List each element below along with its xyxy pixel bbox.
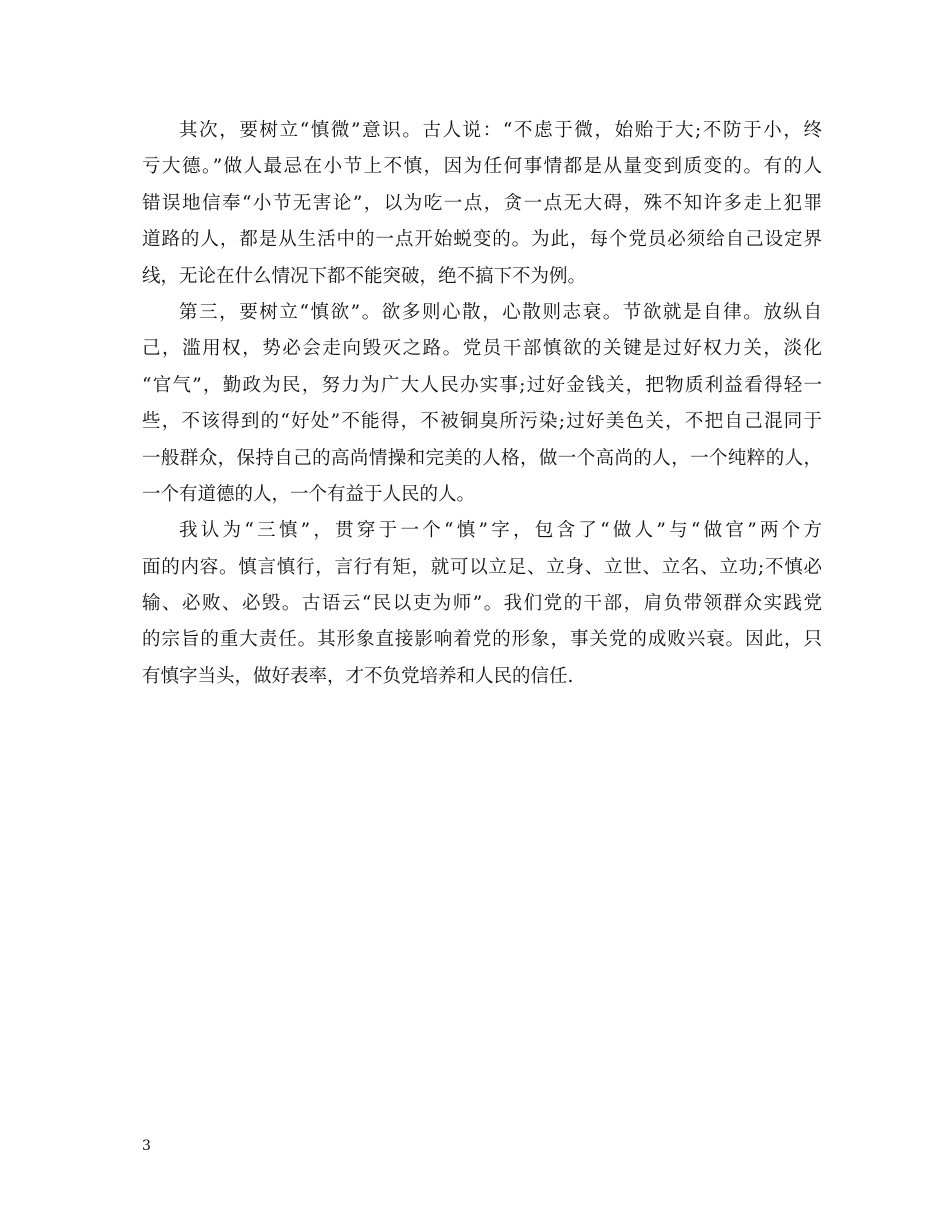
paragraph-shen-wei — [142, 113, 822, 295]
text-line: 己，滥用权，势必会走向毁灭之路。党员干部慎欲的关键是过好权力关，淡化 — [142, 338, 822, 360]
page-number: 3 — [142, 1138, 151, 1154]
text-line: 一般群众，保持自己的高尚情操和完美的人格，做一个高尚的人，一个纯粹的人， — [142, 447, 822, 469]
text-line: 道路的人，都是从生活中的一点开始蜕变的。为此，每个党员必须给自己设定界 — [142, 229, 822, 251]
text-line: 其次，要树立“慎微”意识。古人说：“不虑于微，始贻于大;不防于小，终 — [179, 120, 822, 141]
text-line: 我认为“三慎”，贯穿于一个“慎”字，包含了“做人”与“做官”两个方 — [179, 520, 822, 542]
text-line: 的宗旨的重大责任。其形象直接影响着党的形象，事关党的成败兴衰。因此，只 — [142, 629, 822, 651]
text-line: 面的内容。慎言慎行，言行有矩，就可以立足、立身、立世、立名、立功;不慎必 — [142, 556, 822, 578]
text-line: 亏大德。”做人最忌在小节上不慎，因为任何事情都是从量变到质变的。有的人 — [142, 156, 822, 178]
text-line: 输、必败、必毁。古语云“民以吏为师”。我们党的干部，肩负带领群众实践党 — [142, 593, 822, 615]
text-line: 一个有道德的人，一个有益于人民的人。 — [142, 483, 476, 505]
paragraph-shen-yu — [142, 295, 822, 513]
text-line: “官气”，勤政为民，努力为广大人民办实事;过好金钱关，把物质利益看得轻一 — [142, 374, 822, 396]
text-line: 线，无论在什么情况下都不能突破，绝不搞下不为例。 — [142, 265, 587, 287]
text-line: 第三，要树立“慎欲”。欲多则心散，心散则志衰。节欲就是自律。放纵自 — [179, 301, 822, 323]
body-text — [142, 113, 822, 695]
paragraph-conclusion — [142, 513, 822, 695]
text-line: 错误地信奉“小节无害论”，以为吃一点，贪一点无大碍，殊不知许多走上犯罪 — [142, 192, 822, 214]
text-line: 些，不该得到的“好处”不能得，不被铜臭所污染;过好美色关，不把自己混同于 — [142, 411, 822, 433]
text-line: 有慎字当头，做好表率，才不负党培养和人民的信任. — [142, 665, 574, 687]
